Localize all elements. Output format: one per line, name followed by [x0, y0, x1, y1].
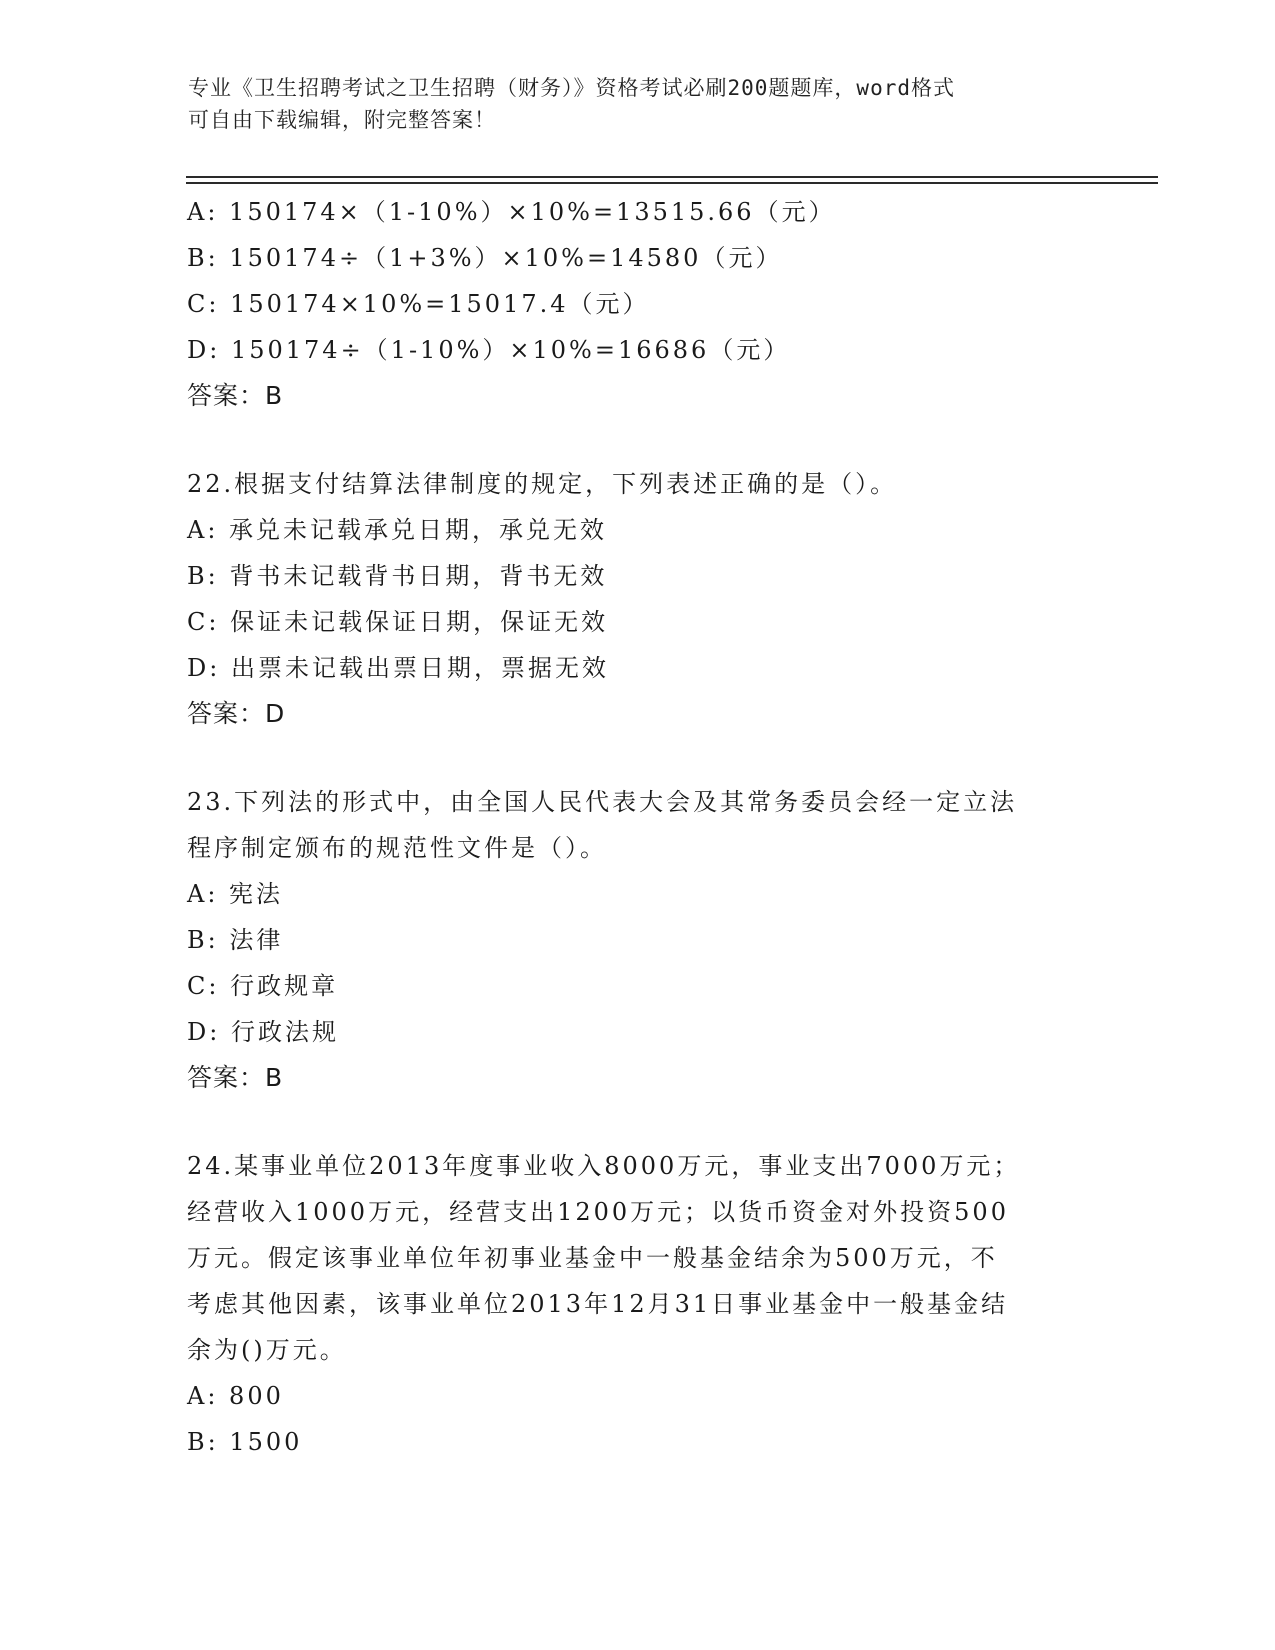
option-a: A: 宪法: [187, 880, 284, 908]
question-spacer: [187, 419, 1087, 461]
option-d: D: 150174÷（1-10%）×10%=16686（元）: [187, 336, 791, 364]
option-c: C: 150174×10%=15017.4（元）: [187, 290, 650, 318]
question-text-line-5: 余为()万元。: [187, 1336, 347, 1364]
option-b: B: 背书未记载背书日期，背书无效: [187, 562, 608, 590]
option-b: B: 150174÷（1+3%）×10%=14580（元）: [187, 244, 783, 272]
answer: 答案：B: [187, 1063, 284, 1092]
answer: 答案：B: [187, 381, 284, 410]
question-21: [187, 189, 1087, 419]
question-list: [187, 189, 1087, 1465]
question-24: [187, 1143, 1087, 1465]
option-d: D: 行政法规: [187, 1018, 339, 1046]
question-text-line-3: 万元。假定该事业单位年初事业基金中一般基金结余为500万元，不: [187, 1244, 998, 1272]
question-text-line-1: 23.下列法的形式中，由全国人民代表大会及其常务委员会经一定立法: [187, 788, 1018, 816]
option-d: D: 出票未记载出票日期，票据无效: [187, 654, 609, 682]
question-text-line-2: 程序制定颁布的规范性文件是（）。: [187, 834, 607, 862]
header-line-2: 可自由下载编辑，附完整答案！: [188, 108, 496, 132]
document-header: [188, 72, 1088, 136]
header-divider-bottom: [186, 182, 1158, 184]
header-divider-top: [186, 176, 1158, 178]
option-c: C: 行政规章: [187, 972, 339, 1000]
option-a: A: 承兑未记载承兑日期，承兑无效: [187, 516, 608, 544]
header-line-1: 专业《卫生招聘考试之卫生招聘（财务）》资格考试必刷200题题库，word格式: [188, 76, 955, 100]
answer: 答案：D: [187, 699, 286, 728]
option-b: B: 1500: [187, 1428, 303, 1456]
option-c: C: 保证未记载保证日期，保证无效: [187, 608, 609, 636]
question-spacer: [187, 1101, 1087, 1143]
option-a: A: 800: [187, 1382, 284, 1410]
question-text-line-1: 24.某事业单位2013年度事业收入8000万元，事业支出7000万元；: [187, 1152, 1021, 1180]
question-23: [187, 779, 1087, 1101]
question-text-line-2: 经营收入1000万元，经营支出1200万元；以货币资金对外投资500: [187, 1198, 1009, 1226]
question-22: [187, 461, 1087, 737]
question-spacer: [187, 737, 1087, 779]
question-text: 22.根据支付结算法律制度的规定，下列表述正确的是（）。: [187, 470, 898, 498]
question-text-line-4: 考虑其他因素，该事业单位2013年12月31日事业基金中一般基金结: [187, 1290, 1009, 1318]
option-b: B: 法律: [187, 926, 284, 954]
option-a: A: 150174×（1-10%）×10%=13515.66（元）: [187, 198, 836, 226]
